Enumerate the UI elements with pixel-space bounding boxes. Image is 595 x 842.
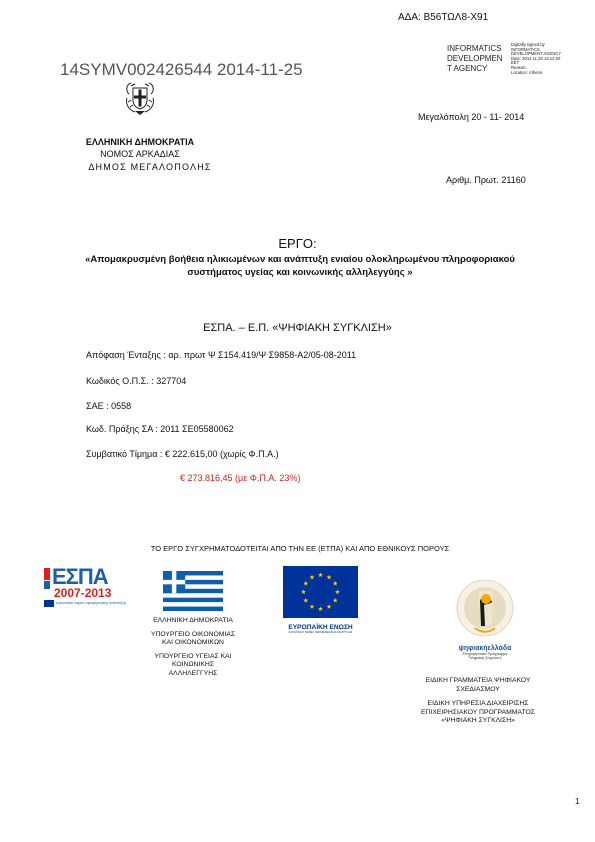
digital-agencies: ΕΙΔΙΚΗ ΓΡΑΜΜΑΤΕΙΑ ΨΗΦΙΑΚΟΥ ΣΧΕΔΙΑΣΜΟΥ ΕΙΔΙΚΗ ΥΠΗΡΕΣΙΑ ΔΙΑΧΕΙΡΙΣΗΣ ΕΠΙΧΕΙΡΗΣΙΑΚΟΥ ΠΡΟΓΡΑΜΜΑΤΟΣ «ΨΗΦΙΑΚΗ ΣΥΓΚΛΙΣΗ» bbox=[421, 677, 535, 725]
signature-org: INFORMATICS DEVELOPMEN T AGENCY bbox=[447, 44, 503, 73]
greek-ministries: ΕΛΛΗΝΙΚΗ ΔΗΜΟΚΡΑΤΙΑ ΥΠΟΥΡΓΕΙΟ ΟΙΚΟΝΟΜΙΑΣ ΚΑΙ ΟΙΚΟΝΟΜΙΚΩΝ ΥΠΟΥΡΓΕΙΟ ΥΓΕΙΑΣ ΚΑΙ ΚΟΙΝΩΝΙΚΗΣ ΑΛΛΗΛΕΓΓΥΗΣ bbox=[150, 617, 236, 677]
integration-decision: Απόφαση Ένταξης : αρ. πρωτ Ψ Σ154.419/Ψ Σ9858-Α2/05-08-2011 bbox=[86, 350, 357, 360]
espa-logo-text: ΕΣΠΑ bbox=[52, 564, 108, 589]
issuer-country: ΕΛΛΗΝΙΚΗ ΔΗΜΟΚΡΑΤΙΑ bbox=[85, 137, 195, 147]
program-title: ΕΣΠΑ. – Ε.Π. «ΨΗΦΙΑΚΗ ΣΥΓΚΛΙΣΗ» bbox=[203, 322, 392, 334]
ops-code: Κωδικός Ο.Π.Σ. : 327704 bbox=[86, 376, 187, 386]
contract-price: Συμβατικό Τίμημα : € 222.615,00 (χωρίς Φ.Π.Α.) bbox=[86, 449, 279, 459]
stamp-id: 14SYMV002426544 2014-11-25 bbox=[60, 60, 303, 79]
project-heading: ΕΡΓΟ: bbox=[278, 236, 317, 251]
eu-logo bbox=[283, 566, 358, 634]
coat-of-arms-icon bbox=[123, 80, 157, 116]
greek-flag-icon bbox=[162, 571, 224, 611]
eu-flag-icon bbox=[283, 566, 358, 618]
ada-code: ΑΔΑ: Β56ΤΩΛ8-Χ91 bbox=[398, 12, 489, 23]
espa-logo bbox=[44, 566, 130, 610]
digital-greece-emblem-icon bbox=[445, 578, 525, 640]
issuer-municipality: ΔΗΜΟΣ ΜΕΓΑΛΟΠΟΛΗΣ bbox=[88, 162, 212, 172]
digital-greece-sub2: "Ψηφιακή Σύγκλιση" bbox=[468, 656, 502, 660]
protocol-number: Αριθμ. Πρωτ. 21160 bbox=[446, 175, 526, 185]
action-code: Κωδ. Πράξης ΣΑ : 2011 ΣΕ05580062 bbox=[86, 424, 234, 434]
digital-greece-sub1: Επιχειρησιακό Πρόγραμμα bbox=[462, 652, 508, 656]
espa-logo-years: 2007-2013 bbox=[54, 586, 112, 600]
sae-code: ΣΑΕ : 0558 bbox=[86, 401, 132, 411]
digital-greece-name: ψηφιακήελλάδα bbox=[458, 645, 512, 652]
signature-details: Digitally signed by INFORMATICS DEVELOPMENT AGENCY Date: 2014.11.25 13:12:20 EET Reason: Location: Athens bbox=[511, 42, 562, 75]
price-with-vat: € 273.816,45 (με Φ.Π.Α. 23%) bbox=[180, 473, 301, 483]
espa-logo-tagline: ευρωπαϊκό ταμείο περιφερειακής ανάπτυξης bbox=[56, 601, 127, 605]
project-title: «Απομακρυσμένη βοήθεια ηλικιωμένων και ανάπτυξη ενιαίου ολοκληρωμένου πληροφοριακού συστήματος υγείας και κοινωνικής αλληλεγγύης » bbox=[85, 254, 515, 278]
digital-greece-logo bbox=[445, 578, 525, 668]
issuer-prefecture: ΝΟΜΟΣ ΑΡΚΑΔΙΑΣ bbox=[100, 149, 180, 159]
page-number: 1 bbox=[575, 797, 580, 806]
cofinance-statement: ΤΟ ΕΡΓΟ ΣΥΓΧΡΗΜΑΤΟΔΟΤΕΙΤΑΙ ΑΠΟ ΤΗΝ ΕΕ (ΕΤΠΑ) ΚΑΙ ΑΠΟ ΕΘΝΙΚΟΥΣ ΠΟΡΟΥΣ bbox=[150, 544, 450, 553]
place-date: Μεγαλόπολη 20 - 11- 2014 bbox=[418, 112, 525, 122]
eu-sublabel: ΕΥΡΩΠΑΪΚΟ ΤΑΜΕΙΟ ΠΕΡΙΦΕΡΕΙΑΚΗΣ ΑΝΑΠΤΥΞΗΣ bbox=[288, 631, 353, 634]
eu-label: ΕΥΡΩΠΑΪΚΗ ΕΝΩΣΗ bbox=[283, 624, 358, 631]
